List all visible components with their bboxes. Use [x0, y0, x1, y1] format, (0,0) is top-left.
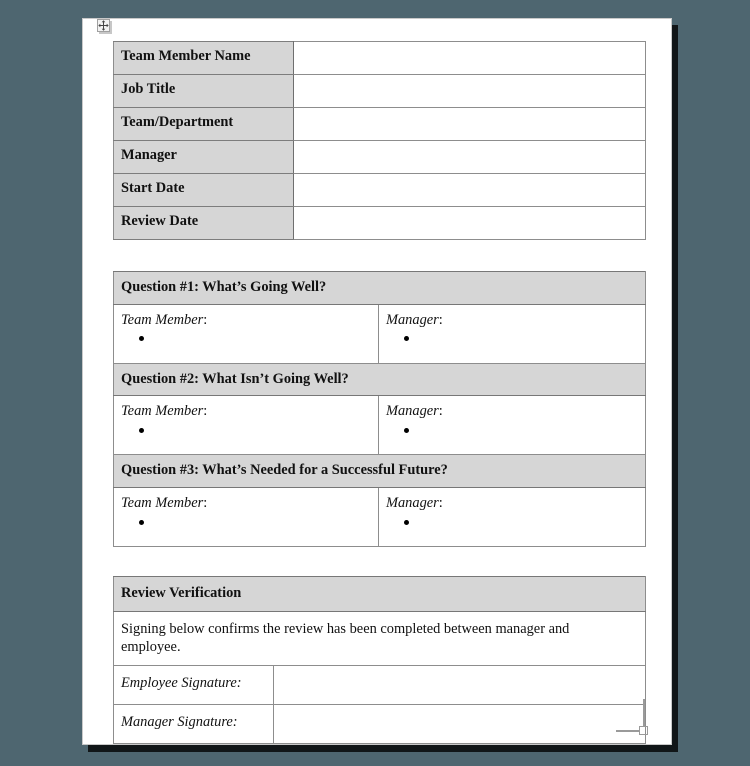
- table-row: [114, 272, 646, 305]
- info-label-text: Team/Department: [121, 114, 234, 130]
- manager-signature-label: [114, 705, 274, 744]
- info-label-text: Start Date: [121, 180, 185, 196]
- info-label-team-member-name: [114, 42, 294, 75]
- bullet-list[interactable]: [379, 328, 645, 335]
- question-3-team-member-answer[interactable]: [114, 487, 379, 546]
- question-heading-text: Question #2: What Isn’t Going Well?: [121, 370, 349, 387]
- resize-guide-horizontal: [616, 730, 639, 732]
- table-row: [114, 455, 646, 488]
- list-item[interactable]: [114, 512, 378, 519]
- verification-statement: Signing below confirms the review has been completed between manager and employee.: [114, 611, 646, 666]
- bullet-list[interactable]: [114, 420, 378, 427]
- bullet-list[interactable]: [114, 512, 378, 519]
- bullet-dot-icon: [404, 520, 409, 525]
- employee-signature-field[interactable]: [274, 666, 646, 705]
- bullet-dot-icon: [139, 336, 144, 341]
- role-label-text: Manager: [386, 311, 439, 328]
- info-label-manager: [114, 141, 294, 174]
- manager-label: [379, 305, 645, 329]
- bullet-dot-icon: [404, 336, 409, 341]
- info-label-text: Job Title: [121, 81, 176, 97]
- bullet-dot-icon: [139, 428, 144, 433]
- role-label-text: Manager: [386, 403, 439, 420]
- resize-guide-vertical: [643, 699, 645, 726]
- list-item[interactable]: [379, 328, 645, 335]
- question-1-manager-answer[interactable]: [379, 304, 646, 363]
- info-label-start-date: [114, 174, 294, 207]
- table-move-handle-icon[interactable]: [97, 19, 110, 32]
- table-row[interactable]: [114, 396, 646, 455]
- info-label-team-department: [114, 108, 294, 141]
- role-label-colon: :: [203, 494, 208, 511]
- question-2-team-member-answer[interactable]: [114, 396, 379, 455]
- info-value-manager[interactable]: [294, 141, 646, 174]
- employee-signature-label: [114, 666, 274, 705]
- table-row: [114, 611, 646, 666]
- info-value-start-date[interactable]: [294, 174, 646, 207]
- info-label-text: Review Date: [121, 213, 199, 229]
- team-member-label: [114, 396, 378, 420]
- info-value-team-member-name[interactable]: [294, 42, 646, 75]
- table-resize-handle-icon[interactable]: [639, 726, 648, 735]
- table-row[interactable]: [114, 487, 646, 546]
- signature-label-text: Manager Signature:: [121, 714, 238, 731]
- question-heading-text: Question #3: What’s Needed for a Successful Future?: [121, 462, 448, 479]
- table-row[interactable]: [114, 207, 646, 240]
- table-row[interactable]: [114, 666, 646, 705]
- info-value-job-title[interactable]: [294, 75, 646, 108]
- role-label-colon: :: [438, 403, 443, 420]
- bullet-list[interactable]: [114, 328, 378, 335]
- question-3-manager-answer[interactable]: [379, 487, 646, 546]
- info-label-review-date: [114, 207, 294, 240]
- table-row[interactable]: [114, 141, 646, 174]
- role-label-colon: :: [438, 311, 443, 328]
- document-page: [82, 18, 672, 745]
- table-row: [114, 363, 646, 396]
- list-item[interactable]: [379, 512, 645, 519]
- review-verification-heading: [114, 577, 646, 612]
- list-item[interactable]: [114, 420, 378, 427]
- table-row[interactable]: [114, 174, 646, 207]
- role-label-colon: :: [203, 403, 208, 420]
- table-row[interactable]: [114, 705, 646, 744]
- manager-label: [379, 488, 645, 512]
- role-label-text: Team Member: [121, 403, 204, 420]
- signature-label-text: Employee Signature:: [121, 675, 242, 692]
- question-1-heading: [114, 272, 646, 305]
- manager-label: [379, 396, 645, 420]
- verification-heading-text: Review Verification: [121, 585, 242, 601]
- table-row: [114, 577, 646, 612]
- manager-signature-field[interactable]: [274, 705, 646, 744]
- question-heading-text: Question #1: What’s Going Well?: [121, 279, 327, 295]
- review-verification-table[interactable]: [113, 576, 646, 744]
- list-item[interactable]: [114, 328, 378, 335]
- role-label-colon: :: [438, 494, 443, 511]
- questions-table[interactable]: [113, 271, 646, 547]
- team-member-label: [114, 305, 378, 329]
- info-value-review-date[interactable]: [294, 207, 646, 240]
- info-value-team-department[interactable]: [294, 108, 646, 141]
- question-1-team-member-answer[interactable]: [114, 304, 379, 363]
- team-member-label: [114, 488, 378, 512]
- info-label-text: Team Member Name: [121, 48, 251, 64]
- table-row[interactable]: [114, 304, 646, 363]
- bullet-dot-icon: [404, 428, 409, 433]
- info-label-job-title: [114, 75, 294, 108]
- question-3-heading: [114, 455, 646, 488]
- bullet-dot-icon: [139, 520, 144, 525]
- table-row[interactable]: [114, 75, 646, 108]
- bullet-list[interactable]: [379, 420, 645, 427]
- list-item[interactable]: [379, 420, 645, 427]
- role-label-colon: :: [203, 311, 208, 328]
- table-row[interactable]: [114, 108, 646, 141]
- question-2-manager-answer[interactable]: [379, 396, 646, 455]
- question-2-heading: [114, 363, 646, 396]
- bullet-list[interactable]: [379, 512, 645, 519]
- role-label-text: Team Member: [121, 311, 204, 328]
- employee-info-table[interactable]: [113, 41, 646, 240]
- table-row[interactable]: [114, 42, 646, 75]
- info-label-text: Manager: [121, 147, 177, 163]
- role-label-text: Manager: [386, 494, 439, 511]
- role-label-text: Team Member: [121, 494, 204, 511]
